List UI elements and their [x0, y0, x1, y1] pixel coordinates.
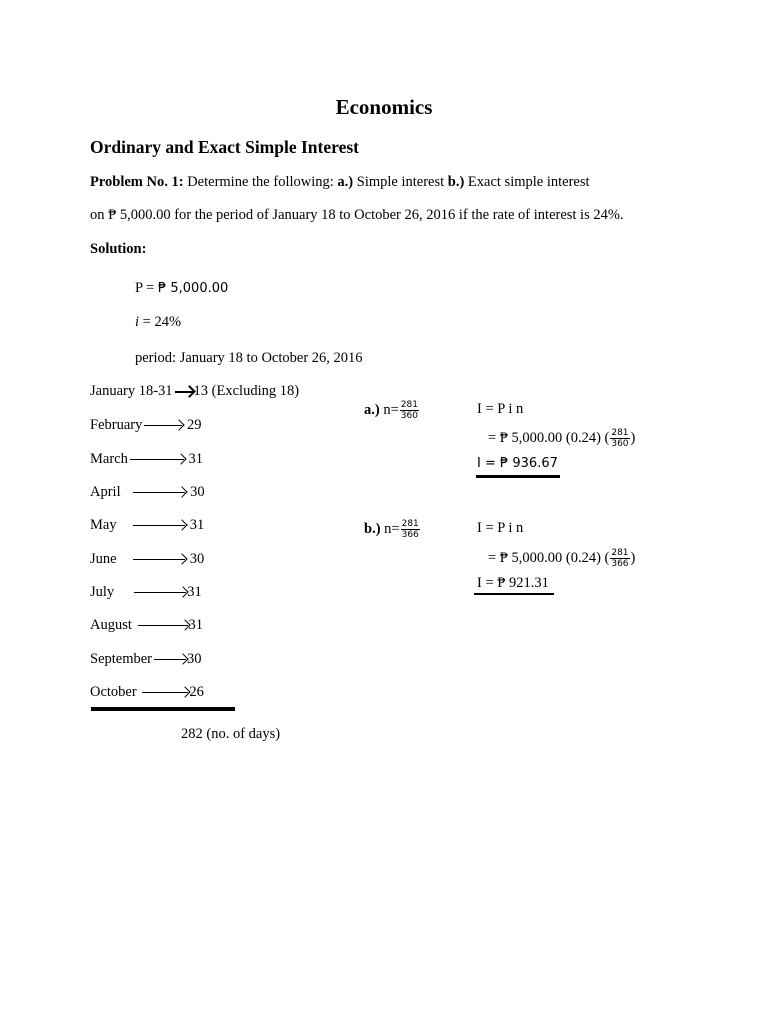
arrow-icon	[154, 659, 186, 660]
given-rate	[135, 314, 181, 331]
principal-value: ₱ 5,000.00	[157, 281, 229, 296]
problem-statement-line-2: on ₱ 5,000.00 for the period of January 18 to October 26, 2016 if the rate of interest is 24%.	[90, 207, 624, 223]
part-b-label: b.)	[364, 520, 381, 537]
part-a-result-underline	[476, 475, 560, 478]
arrow-icon	[133, 559, 185, 560]
page-title: Economics	[335, 95, 433, 119]
fraction-denominator: 366	[611, 559, 629, 569]
month-name: July	[90, 584, 115, 600]
substitution-prefix: = ₱ 5,000.00 (0.24) (	[488, 429, 610, 446]
part-b-n	[364, 519, 421, 540]
fraction-denominator: 366	[401, 530, 419, 540]
month-row-march	[90, 451, 203, 468]
part-a-formula: I = P i n	[477, 401, 524, 417]
problem-b-label: b.)	[447, 174, 465, 190]
arrow-icon	[133, 525, 185, 526]
arrow-icon	[134, 592, 186, 593]
arrow-icon	[133, 492, 185, 493]
part-a-result	[477, 455, 558, 472]
problem-b-text: Exact simple interest	[464, 174, 590, 190]
month-name: August	[90, 617, 132, 633]
rate-variable: i	[135, 314, 140, 330]
month-days: 31	[187, 584, 202, 600]
part-a-n-prefix: n=	[383, 401, 399, 418]
rate-value: = 24%	[139, 314, 182, 330]
part-b-formula: I = P i n	[477, 520, 524, 536]
substitution-suffix: )	[630, 549, 636, 566]
month-row-october	[90, 684, 204, 701]
arrow-icon	[138, 625, 188, 626]
part-b-result-underline	[474, 593, 554, 595]
total-underline	[91, 707, 235, 711]
month-row-may	[90, 517, 204, 534]
month-name: March	[90, 451, 128, 467]
month-row-july	[90, 584, 202, 601]
month-row-april	[90, 484, 205, 501]
given-period: period: January 18 to October 26, 2016	[135, 350, 363, 366]
month-row-june	[90, 551, 204, 568]
part-b-rate-fraction	[610, 548, 629, 569]
month-days: 30	[187, 651, 202, 667]
solution-label: Solution:	[90, 241, 147, 257]
arrow-icon	[144, 425, 182, 426]
part-b-n-prefix: n=	[384, 520, 400, 537]
part-a-label: a.)	[364, 401, 380, 418]
arrow-icon	[142, 692, 188, 693]
given-principal	[135, 280, 228, 297]
month-days: 29	[186, 417, 202, 433]
month-name: June	[90, 551, 117, 567]
part-a-rate-fraction	[610, 428, 629, 449]
fraction-denominator: 360	[611, 439, 629, 449]
total-days: 282 (no. of days)	[181, 726, 281, 742]
month-days: 13 (Excluding 18)	[193, 383, 300, 399]
fraction-numerator: 281	[611, 428, 629, 438]
month-name: May	[90, 517, 117, 533]
substitution-suffix: )	[630, 429, 636, 446]
month-days: 31	[189, 517, 205, 533]
problem-statement-line-1	[90, 174, 590, 191]
fraction-denominator: 360	[400, 411, 418, 421]
part-a-n-fraction	[400, 400, 419, 421]
month-name: February	[90, 417, 143, 433]
substitution-prefix: = ₱ 5,000.00 (0.24) (	[488, 549, 610, 566]
part-b-result: I = ₱ 921.31	[477, 575, 549, 591]
month-name: October	[90, 684, 137, 700]
month-days: 31	[188, 451, 203, 467]
month-days: 30	[190, 484, 205, 500]
month-days: 26	[189, 684, 204, 700]
part-b-substitution	[488, 548, 635, 569]
section-subtitle: Ordinary and Exact Simple Interest	[90, 137, 359, 157]
month-row-august	[90, 617, 203, 634]
problem-a-label: a.)	[337, 174, 354, 190]
result-value: I = ₱ 936.67	[477, 456, 558, 471]
month-name: January 18-31	[90, 383, 173, 399]
arrow-icon	[130, 459, 184, 460]
fraction-numerator: 281	[611, 548, 629, 558]
month-row-september	[90, 651, 202, 668]
month-days: 30	[189, 551, 205, 567]
month-row-january	[90, 383, 299, 400]
fraction-numerator: 281	[400, 400, 418, 410]
part-b-n-fraction	[401, 519, 420, 540]
problem-a-text: Simple interest	[353, 174, 448, 190]
part-a-substitution	[488, 428, 635, 449]
arrow-icon	[175, 391, 193, 393]
month-name: September	[90, 651, 153, 667]
fraction-numerator: 281	[401, 519, 419, 529]
problem-label: Problem No. 1:	[90, 174, 184, 190]
part-a-n	[364, 400, 420, 421]
problem-text: Determine the following:	[183, 174, 338, 190]
month-days: 31	[188, 617, 204, 633]
month-row-february	[90, 417, 201, 434]
principal-prefix: P =	[135, 280, 158, 296]
month-name: April	[90, 484, 121, 500]
